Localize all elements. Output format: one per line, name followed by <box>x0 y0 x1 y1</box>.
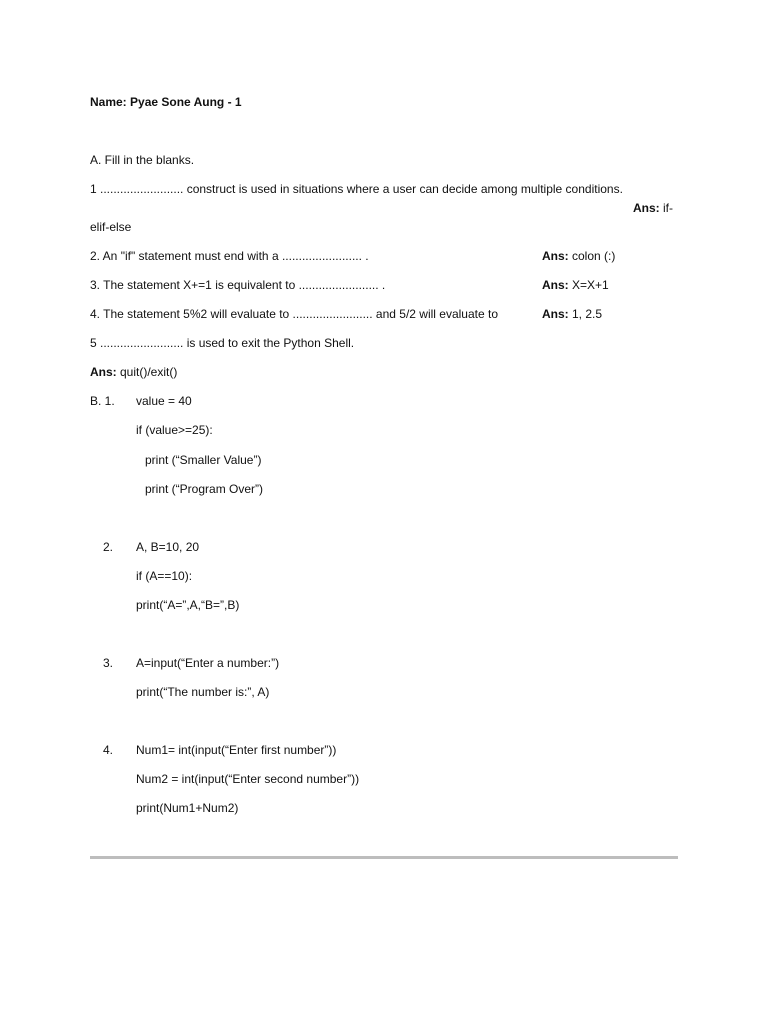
footer-divider <box>90 856 678 859</box>
question-1-answer <box>633 200 673 216</box>
program-2-number: 2. <box>103 540 114 554</box>
program-1-line-3: print (“Smaller Value”) <box>145 453 262 467</box>
answer-label: Ans: <box>542 278 569 292</box>
question-4-text: 4. The statement 5%2 will evaluate to ........................ and 5/2 will evaluate to <box>90 307 498 321</box>
answer-label: Ans: <box>542 249 569 263</box>
answer-label: Ans: <box>633 201 660 215</box>
question-3-answer <box>542 277 609 293</box>
answer-value: X=X+1 <box>568 278 609 292</box>
answer-value: colon (:) <box>568 249 616 263</box>
answer-label: Ans: <box>90 365 117 379</box>
question-2-text: 2. An "if" statement must end with a ........................ . <box>90 249 369 263</box>
program-1-line-2: if (value>=25): <box>136 423 213 437</box>
question-5-text: 5 ......................... is used to exit the Python Shell. <box>90 336 355 350</box>
question-5-answer <box>90 364 177 380</box>
program-3-line-2: print(“The number is:”, A) <box>136 685 270 699</box>
section-b-label: B. 1. <box>90 394 115 408</box>
question-1-answer-continued: elif-else <box>90 220 132 234</box>
answer-label: Ans: <box>542 307 569 321</box>
question-4-answer <box>542 306 602 322</box>
program-2-line-1: A, B=10, 20 <box>136 540 200 554</box>
question-3-text: 3. The statement X+=1 is equivalent to ........................ . <box>90 278 386 292</box>
answer-value: if- <box>659 201 674 215</box>
program-4-line-1: Num1= int(input(“Enter first number”)) <box>136 743 337 757</box>
program-3-number: 3. <box>103 656 114 670</box>
program-1-line-4: print (“Program Over”) <box>145 482 264 496</box>
answer-value: quit()/exit() <box>116 365 178 379</box>
answer-value: 1, 2.5 <box>568 307 603 321</box>
program-4-number: 4. <box>103 743 114 757</box>
question-1-text: 1 ......................... construct is used in situations where a user can decide among multiple conditions. <box>90 182 623 196</box>
section-a-title: A. Fill in the blanks. <box>90 153 195 167</box>
student-name: Name: Pyae Sone Aung - 1 <box>90 95 242 109</box>
program-4-line-2: Num2 = int(input(“Enter second number”)) <box>136 772 360 786</box>
question-2-answer <box>542 248 615 264</box>
program-1-line-1: value = 40 <box>136 394 192 408</box>
program-4-line-3: print(Num1+Num2) <box>136 801 239 815</box>
program-3-line-1: A=input(“Enter a number:”) <box>136 656 280 670</box>
program-2-line-2: if (A==10): <box>136 569 193 583</box>
program-2-line-3: print(“A=”,A,“B=”,B) <box>136 598 240 612</box>
